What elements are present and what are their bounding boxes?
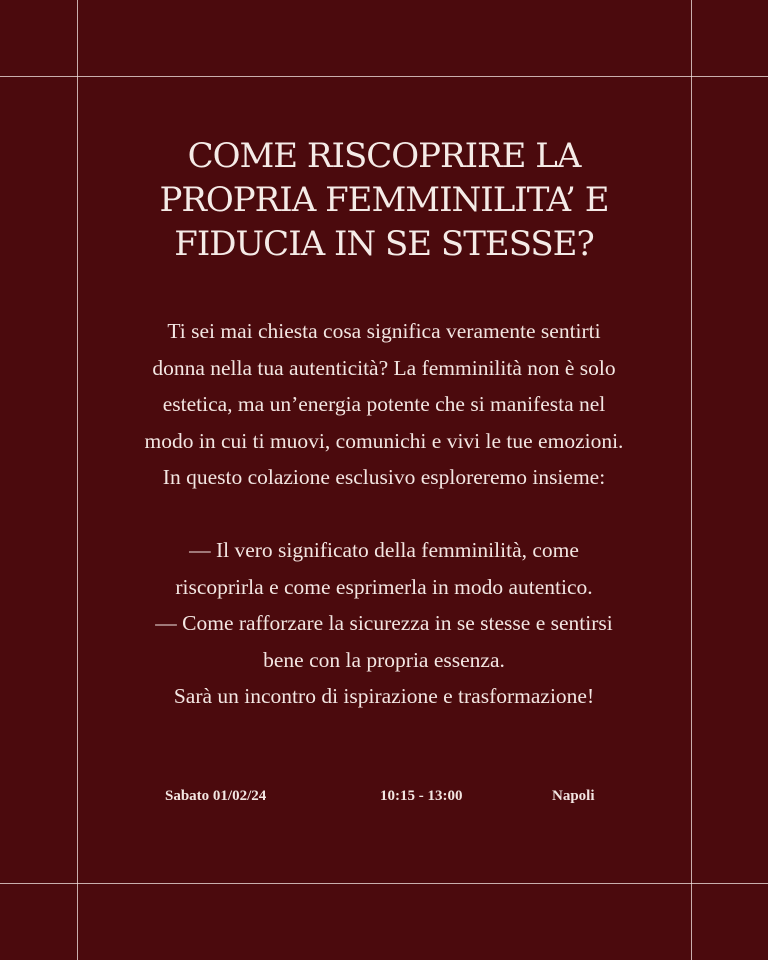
event-time: 10:15 - 13:00 [380,788,463,804]
event-title [100,134,668,266]
title-line-1: COME RISCOPRIRE LA [187,136,581,176]
point-line-2: riscoprirla e come esprimerla in modo autentico. [175,574,593,599]
point-line-3: — Come rafforzare la sicurezza in se stesse e sentirsi [155,611,613,635]
intro-line-1: Ti sei mai chiesta cosa significa veramente sentirti [167,319,601,343]
intro-line-5: In questo colazione esclusivo esploreremo insieme: [162,465,606,489]
point-line-4: bene con la propria essenza. [263,647,505,672]
frame-line-left [77,0,78,960]
frame-line-top [0,76,768,77]
event-date: Sabato 01/02/24 [165,788,267,804]
intro-line-4: modo in cui ti muovi, comunichi e vivi le tue emozioni. [144,428,624,453]
point-line-5: Sarà un incontro di ispirazione e trasformazione! [173,684,595,708]
event-details [0,788,768,810]
title-line-2: PROPRIA FEMMINILITA’ E [159,180,609,220]
frame-line-bottom [0,883,768,884]
paragraph-gap [90,496,678,533]
intro-line-3: estetica, ma un’energia potente che si manifesta nel [162,392,606,416]
event-description [90,313,678,715]
frame-line-right [691,0,692,960]
event-location: Napoli [552,788,595,804]
title-line-3: FIDUCIA IN SE STESSE? [174,224,594,264]
point-line-1: — Il vero significato della femminilità, come [189,538,579,562]
intro-line-2: donna nella tua autenticità? La femminilità non è solo [152,355,616,380]
